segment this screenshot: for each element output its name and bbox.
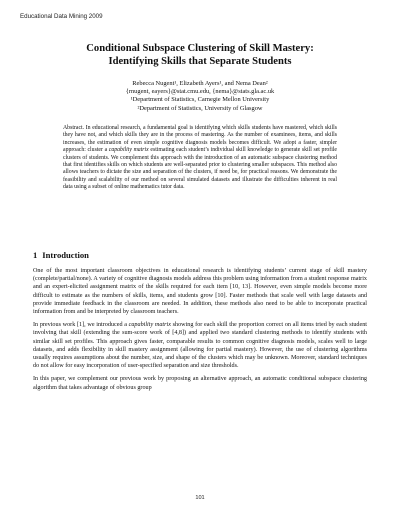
abstract-text-1: Abstract. In educational research, a fundamental goal is identifying which skills students have mastered, which skills they have not, and which skills they are in the process of mastering. As the number of examinees, items, and skills increases, the estimation of even simple cognitive diagnosis models becomes difficult. We adopt a faster, simpler approach: cluster a [63, 125, 337, 154]
abstract-text-2: estimating each student’s individual skill knowledge to generate skill set profile clusters of students. We complement this approach with the introduction of an automatic subspace clustering method that first identifies skills on which students are well-separated prior to clustering smaller subspaces. This method also allows teachers to dictate the size and separation of the clusters, if need be, for practical reasons. We demonstrate the feasibility and scalability of our method on several simulated datasets and illustrate the difficulties inherent in real data using a subset of online mathematics tutor data. [63, 147, 337, 191]
abstract-emphasis: capability matrix [108, 147, 149, 154]
title-line-1: Conditional Subspace Clustering of Skill Mastery: [86, 43, 314, 54]
section-heading [33, 250, 89, 260]
paragraph-1: One of the most important classroom objectives in educational research is identifying students’ current stage of skill mastery (complete/partial/none). A variety of cognitive diagnosis models address this problem using information from a student response matrix and an expert-elicited assignment matrix of the skills required for each item [10, 13]. However, even simple models become more difficult to estimate as the numbers of skills, items, and students grow [10]. Faster methods that scale well with large datasets and provide immediate feedback in the classroom are needed. In addition, these methods also need to be able to incorporate practical information from and be interpreted by classroom teachers. [33, 268, 367, 316]
author-block [40, 80, 360, 113]
paragraph-3: In this paper, we complement our previous work by proposing an alternative approach, an automatic conditional subspace clustering algorithm that takes advantage of obvious group [33, 376, 367, 391]
abstract [63, 125, 337, 192]
running-head: Educational Data Mining 2009 [20, 13, 103, 20]
section-title: Introduction [42, 250, 89, 260]
author-emails: {rnugent, eayers}@stat.cmu.edu, {nema}@stats.gla.ac.uk [125, 88, 275, 96]
section-number: 1 [33, 250, 38, 260]
paper-title [40, 42, 360, 68]
affiliation-2: ²Department of Statistics, University of Glasgow [137, 104, 263, 112]
paragraph-2-text-b: showing for each skill the proportion correct on all items tried by each student involving that skill (extending the sum-score work of [4,8]) and applied two standard clustering methods to identify students with similar skill set profiles. This approach gives faster, comparable results to common cognitive diagnosis models, scales well to large datasets, and adds flexibility in skill mastery assignment (allowing for partial mastery). However, the use of clustering algorithms usually requires assumptions about the number, size, and shape of the clusters which may be unknown. Moreover, standard techniques do not allow for easy incorporation of user-specified separation and size thresholds. [33, 322, 367, 370]
paragraph-2-text-a: In previous work [1], we introduced a [33, 322, 129, 329]
author-names: Rebecca Nugent¹, Elizabeth Ayers¹, and Nema Dean² [132, 80, 268, 87]
paragraph-2 [33, 321, 367, 370]
body-text [33, 267, 367, 397]
paragraph-2-emphasis: capability matrix [128, 322, 171, 329]
page-number: 101 [195, 495, 205, 501]
title-line-2: Identifying Skills that Separate Students [108, 56, 292, 67]
affiliation-1: ¹Department of Statistics, Carnegie Mellon University [130, 96, 270, 104]
